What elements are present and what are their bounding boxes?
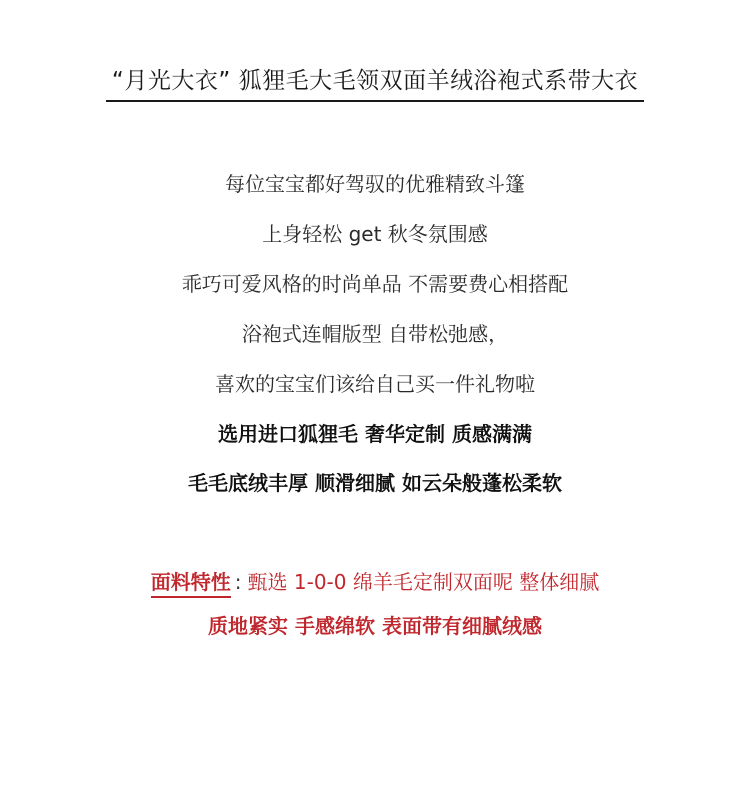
page-title: “月光大衣” 狐狸毛大毛领双面羊绒浴袍式系带大衣 — [106, 66, 644, 102]
fabric-colon: : — [234, 570, 242, 594]
fabric-line-1 — [0, 568, 750, 596]
description-line-5: 喜欢的宝宝们该给自己买一件礼物啦 — [215, 372, 535, 396]
fabric-text: 甄选 1-0-0 绵羊毛定制双面呢 整体细腻 — [247, 570, 600, 594]
title-container — [0, 66, 750, 102]
fabric-label: 面料特性 — [151, 570, 231, 598]
description-line-4: 浴袍式连帽版型 自带松弛感， — [241, 322, 509, 346]
fabric-line-2: 质地紧实 手感绵软 表面带有细腻绒感 — [208, 614, 542, 638]
description-line-3: 乖巧可爱风格的时尚单品 不需要费心相搭配 — [181, 272, 569, 296]
highlight-line-2: 毛毛底绒丰厚 顺滑细腻 如云朵般蓬松柔软 — [188, 471, 562, 495]
description-line-2: 上身轻松 get 秋冬氛围感 — [262, 222, 488, 246]
highlight-line-1: 选用进口狐狸毛 奢华定制 质感满满 — [218, 422, 532, 446]
description-line-1: 每位宝宝都好驾驭的优雅精致斗篷 — [225, 172, 525, 196]
